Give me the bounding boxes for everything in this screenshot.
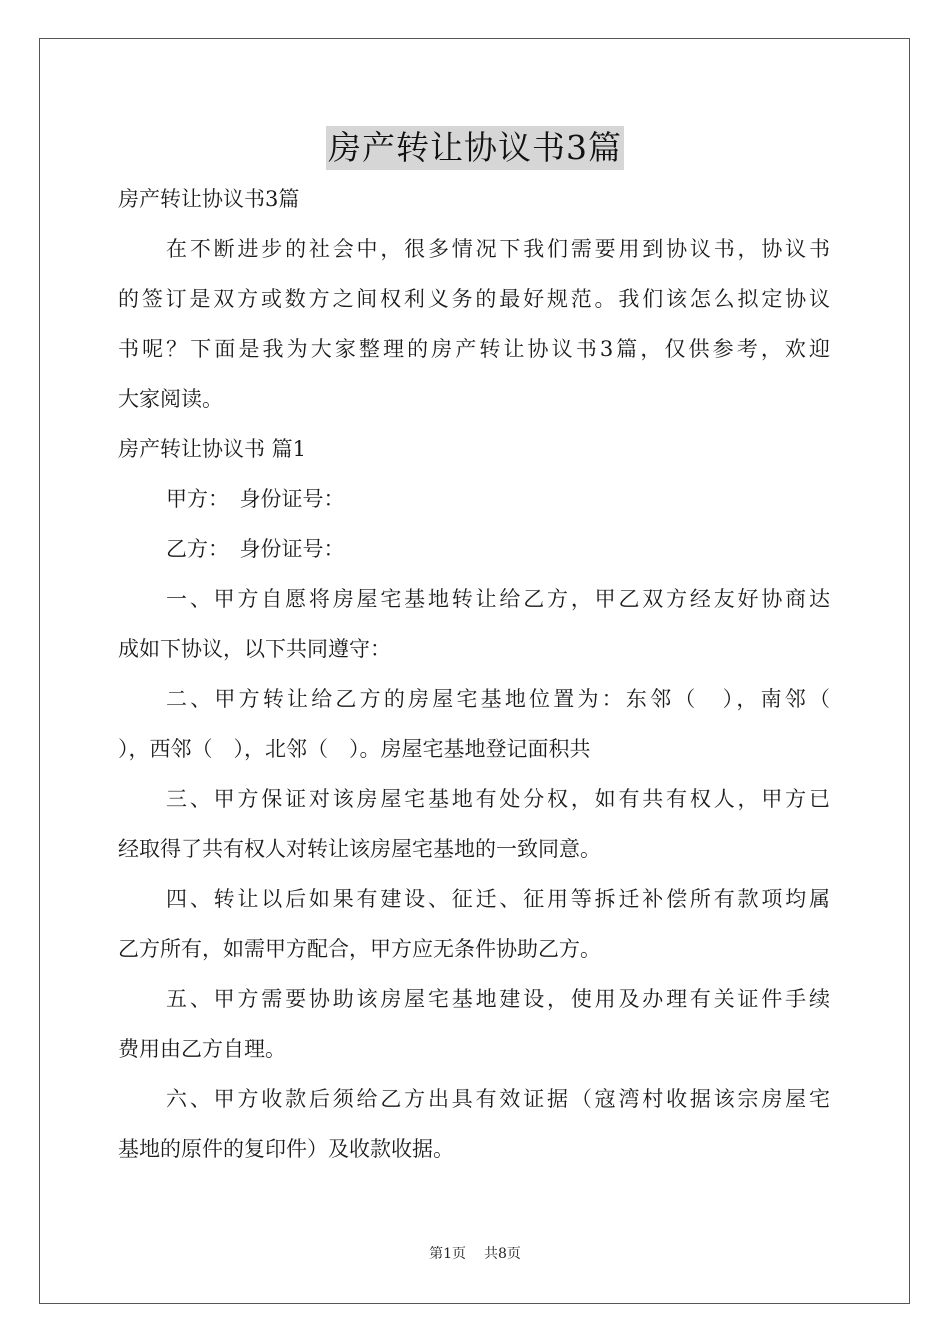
page-number-total: 共8页 bbox=[484, 1246, 521, 1262]
paragraph-line: 大家阅读。 bbox=[118, 387, 223, 411]
subtitle-line: 房产转让协议书3篇 bbox=[118, 187, 300, 211]
page-number-current: 第1页 bbox=[429, 1246, 466, 1262]
clause-line: 成如下协议，以下共同遵守： bbox=[118, 637, 391, 661]
clause-line: 一、甲方自愿将房屋宅基地转让给乙方，甲乙双方经友好协商达 bbox=[166, 587, 830, 611]
clause-line: 费用由乙方自理。 bbox=[118, 1037, 286, 1061]
clause-line: 二、甲方转让给乙方的房屋宅基地位置为：东邻（ ），南邻（ bbox=[166, 687, 830, 711]
party-b-line: 乙方： 身份证号： bbox=[166, 537, 345, 561]
page-footer bbox=[0, 1245, 950, 1263]
clause-line: 五、甲方需要协助该房屋宅基地建设，使用及办理有关证件手续 bbox=[166, 987, 830, 1011]
clause-line: 经取得了共有权人对转让该房屋宅基地的一致同意。 bbox=[118, 837, 601, 861]
party-a-line: 甲方： 身份证号： bbox=[166, 487, 345, 511]
title-container bbox=[0, 126, 950, 170]
clause-line: ），西邻（ ），北邻（ ）。房屋宅基地登记面积共 bbox=[118, 737, 591, 761]
section-heading: 房产转让协议书 篇1 bbox=[118, 437, 307, 461]
paragraph-line: 在不断进步的社会中，很多情况下我们需要用到协议书，协议书 bbox=[166, 237, 830, 261]
clause-line: 六、甲方收款后须给乙方出具有效证据（寇湾村收据该宗房屋宅 bbox=[166, 1087, 830, 1111]
paragraph-line: 书呢？下面是我为大家整理的房产转让协议书3篇，仅供参考，欢迎 bbox=[118, 337, 830, 361]
clause-line: 乙方所有，如需甲方配合，甲方应无条件协助乙方。 bbox=[118, 937, 601, 961]
document-title: 房产转让协议书3篇 bbox=[326, 126, 624, 170]
paragraph-line: 的签订是双方或数方之间权利义务的最好规范。我们该怎么拟定协议 bbox=[118, 287, 830, 311]
page-border bbox=[39, 38, 910, 1304]
clause-line: 四、转让以后如果有建设、征迁、征用等拆迁补偿所有款项均属 bbox=[166, 887, 830, 911]
clause-line: 基地的原件的复印件）及收款收据。 bbox=[118, 1137, 454, 1161]
clause-line: 三、甲方保证对该房屋宅基地有处分权，如有共有权人，甲方已 bbox=[166, 787, 830, 811]
